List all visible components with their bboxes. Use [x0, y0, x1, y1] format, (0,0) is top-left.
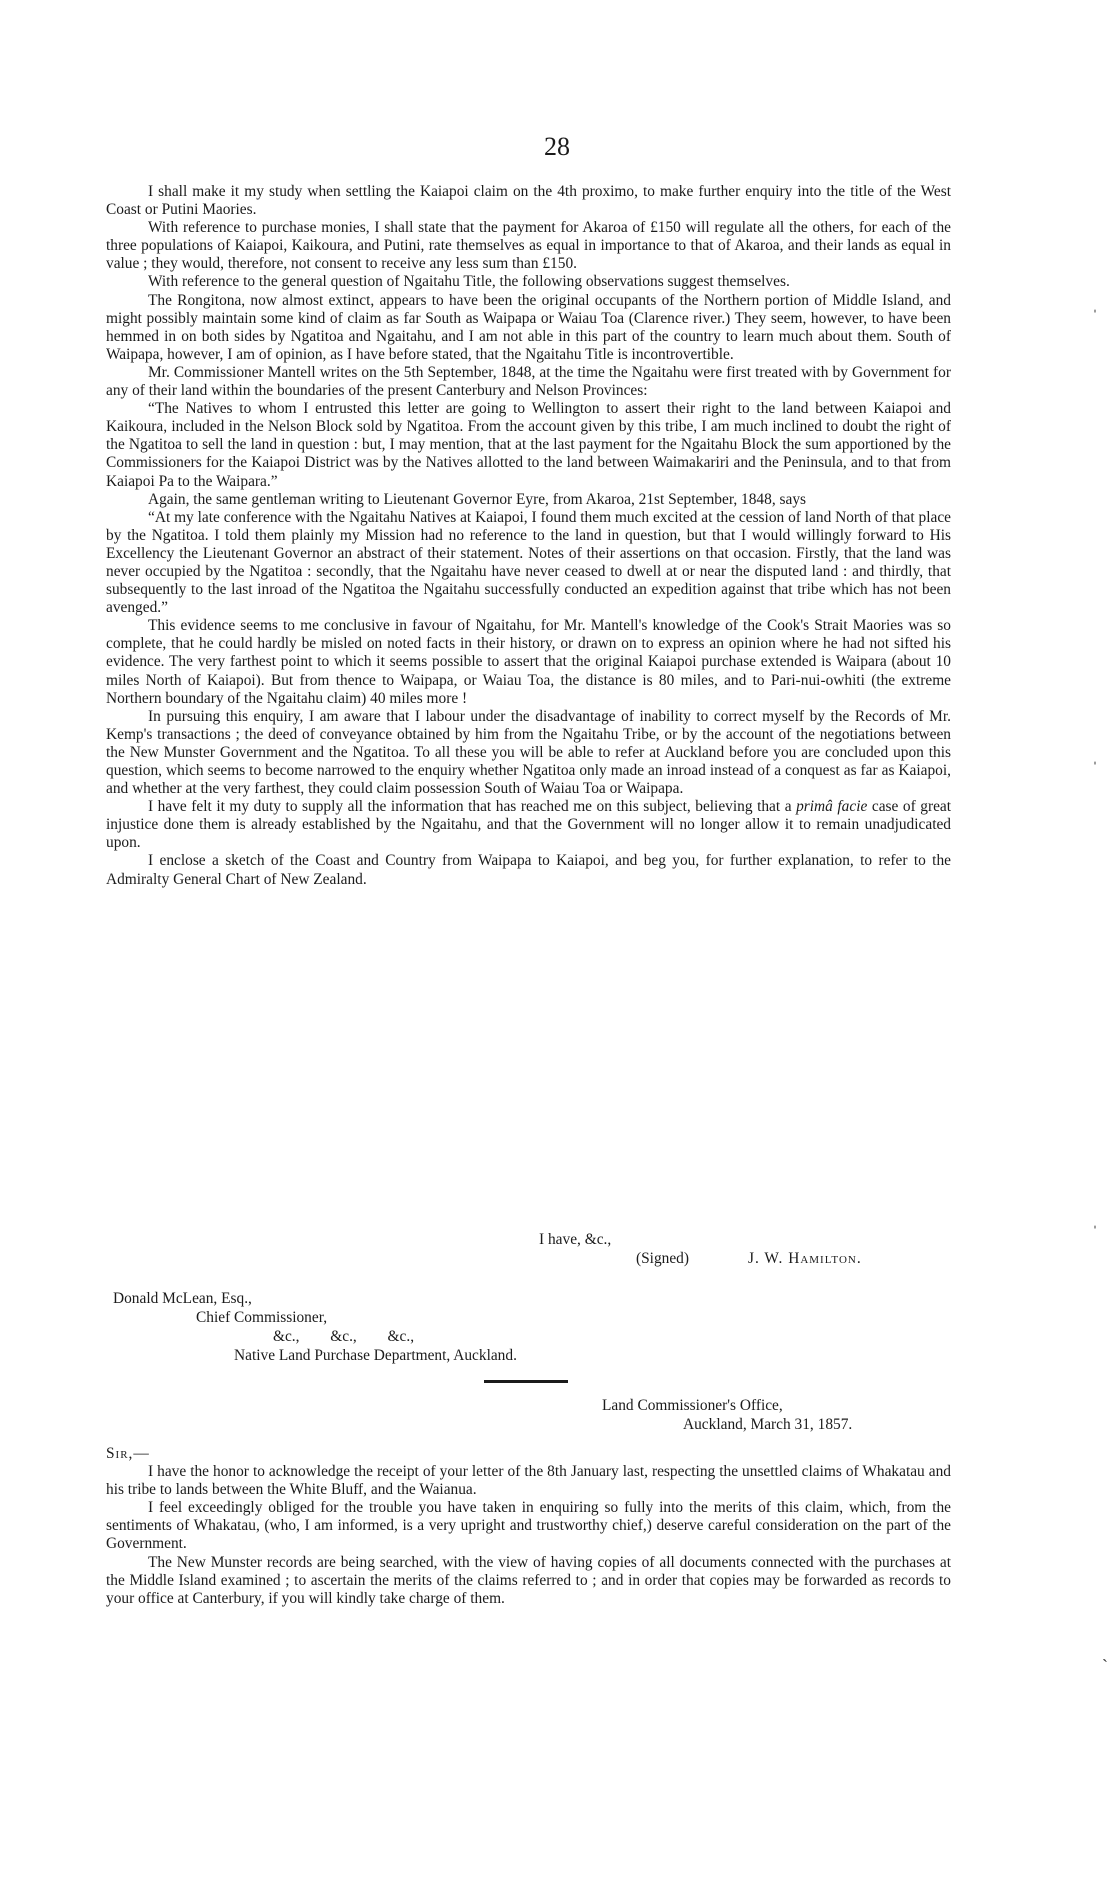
- letter-date: Auckland, March 31, 1857.: [683, 1416, 853, 1433]
- margin-mark: ˈ: [1092, 758, 1098, 778]
- addressee-dept: Native Land Purchase Department, Auckland.: [234, 1347, 517, 1364]
- paragraph: With reference to the general question of Ngaitahu Title, the following observations suggest themselves.: [148, 273, 790, 291]
- paragraph: I have the honor to acknowledge the receipt of your letter of the 8th January last, respecting the unsettled claims of Whakatau and his tribe to lands between the White Bluff, and the Waianua.: [106, 1463, 951, 1499]
- addressee-etc: &c., &c., &c.,: [273, 1328, 415, 1345]
- quotation: “The Natives to whom I entrusted this letter are going to Wellington to assert their right to the land between Kaiapoi and Kaikoura, included in the Nelson Block sold by Ngatitoa. From the account given by this tribe, I am much inclined to doubt the right of the Ngatitoa to sell the land in question : but, I may mention, that at the last payment for the Ngaitahu Block the sum apportioned by the Commissioners for the Kaiapoi District was by the Natives allotted to the land between Waimakariri and the Peninsula, and to that from Kaiapoi Pa to the Waipara.”: [106, 400, 951, 490]
- paragraph: I enclose a sketch of the Coast and Country from Waipapa to Kaiapoi, and beg you, for further explanation, to refer to the Admiralty General Chart of New Zealand.: [106, 852, 951, 888]
- margin-mark: ˈ: [1092, 306, 1098, 326]
- quotation: “At my late conference with the Ngaitahu Natives at Kaiapoi, I found them much excited at the cession of land North of that place by the Ngatitoa. I told them plainly my Mission had no reference to the land in question, but that I would willingly forward to His Excellency the Lieutenant Governor an abstract of their statement. Notes of their assertions on that occasion. Firstly, that the land was never occupied by the Ngatitoa : secondly, that the Ngaitahu have never ceased to dwell at or near the disputed land : and thirdly, that subsequently to the last inroad of the Ngatitoa the Ngaitahu successfully conducted an expedition against that tribe which has not been avenged.”: [106, 508, 951, 617]
- letter-2-body: [106, 1445, 951, 1608]
- text-run: I have felt it my duty to supply all the information that has reached me on this subject, believing that a: [148, 798, 797, 816]
- letter-body: [106, 183, 951, 889]
- paragraph: Again, the same gentleman writing to Lieutenant Governor Eyre, from Akaroa, 21st September, 1848, says: [148, 490, 807, 508]
- paragraph: [106, 798, 951, 852]
- text-run: case of great injustice done them is already established by the Ngaitahu, and that the Government will no longer allow it to remain unadjudicated upon.: [106, 798, 952, 852]
- italic-phrase: primâ facie: [796, 798, 868, 816]
- paragraph: The New Munster records are being searched, with the view of having copies of all documents connected with the purchases at the Middle Island examined ; to ascertain the merits of the claims referred to ; and in order that copies may be forwarded as records to your office at Canterbury, if you will kindly take charge of them.: [106, 1553, 951, 1607]
- signed-label: (Signed): [636, 1250, 690, 1267]
- section-divider: [484, 1380, 568, 1383]
- addressee-name: Donald McLean, Esq.,: [113, 1290, 252, 1307]
- paragraph: I shall make it my study when settling the Kaiapoi claim on the 4th proximo, to make further enquiry into the title of the West Coast or Putini Maories.: [106, 183, 951, 219]
- addressee-title: Chief Commissioner,: [196, 1309, 328, 1326]
- paragraph: In pursuing this enquiry, I am aware that I labour under the disadvantage of inability to correct myself by the Records of Mr. Kemp's transactions ; the deed of conveyance obtained by him from the Ngaitahu Tribe, or by the account of the negotiations between the New Munster Government and the Ngatitoa. To all these you will be able to refer at Auckland before you are concluded upon this question, which seems to become narrowed to the enquiry whether Ngatitoa only made an inroad instead of a conquest as far as Kaiapoi, and whether at the very farthest, they could claim possession South of Waiau Toa or Waipapa.: [106, 707, 951, 798]
- signatory: J. W. Hamilton.: [748, 1250, 862, 1267]
- paragraph: The Rongitona, now almost extinct, appears to have been the original occupants of the Northern portion of Middle Island, and might possibly maintain some kind of claim as far South as Waipapa or Waiau Toa (Clarence river.) They seem, however, to have been hemmed in on both sides by Ngatitoa and Ngaitahu, and I am not able in this part of the country to learn much about them. South of Waipapa, however, I am of opinion, as I have before stated, that the Ngaitahu Title is incontrovertible.: [106, 291, 951, 363]
- paragraph: With reference to purchase monies, I shall state that the payment for Akaroa of £150 will regulate all the others, for each of the three populations of Kaiapoi, Kaikoura, and Putini, rate themselves as equal in importance to that of Akaroa, and their lands as equal in value ; they would, therefore, not consent to receive any less sum than £150.: [106, 219, 951, 273]
- page-number: 28: [544, 132, 570, 161]
- margin-mark: ˋ: [1102, 1656, 1108, 1676]
- paragraph: This evidence seems to me conclusive in favour of Ngaitahu, for Mr. Mantell's knowledge of the Cook's Strait Maories was so complete, that he could hardly be misled on noted facts in their history, or drawn on to express an opinion where he had not sifted his evidence. The very farthest point to which it seems possible to assert that the original Kaiapoi purchase extended is Waipara (about 10 miles North of Kaiapoi). But from thence to Waipapa, or Waiau Toa, the distance is 80 miles, and to Pari-nui-owhiti (the extreme Northern boundary of the Ngaitahu claim) 40 miles more !: [106, 617, 951, 707]
- paragraph: Mr. Commissioner Mantell writes on the 5th September, 1848, at the time the Ngaitahu were first treated with by Government for any of their land within the boundaries of the present Canterbury and Nelson Provinces:: [106, 363, 951, 400]
- letter-office: Land Commissioner's Office,: [602, 1397, 783, 1414]
- margin-mark: ˈ: [1092, 1222, 1098, 1242]
- closing: I have, &c.,: [539, 1231, 612, 1248]
- salutation: Sir,—: [106, 1445, 150, 1462]
- paragraph: I feel exceedingly obliged for the trouble you have taken in enquiring so fully into the merits of this claim, which, from the sentiments of Whakatau, (who, I am informed, is a very upright and trustworthy chief,) deserve careful consideration on the part of the Government.: [106, 1499, 951, 1553]
